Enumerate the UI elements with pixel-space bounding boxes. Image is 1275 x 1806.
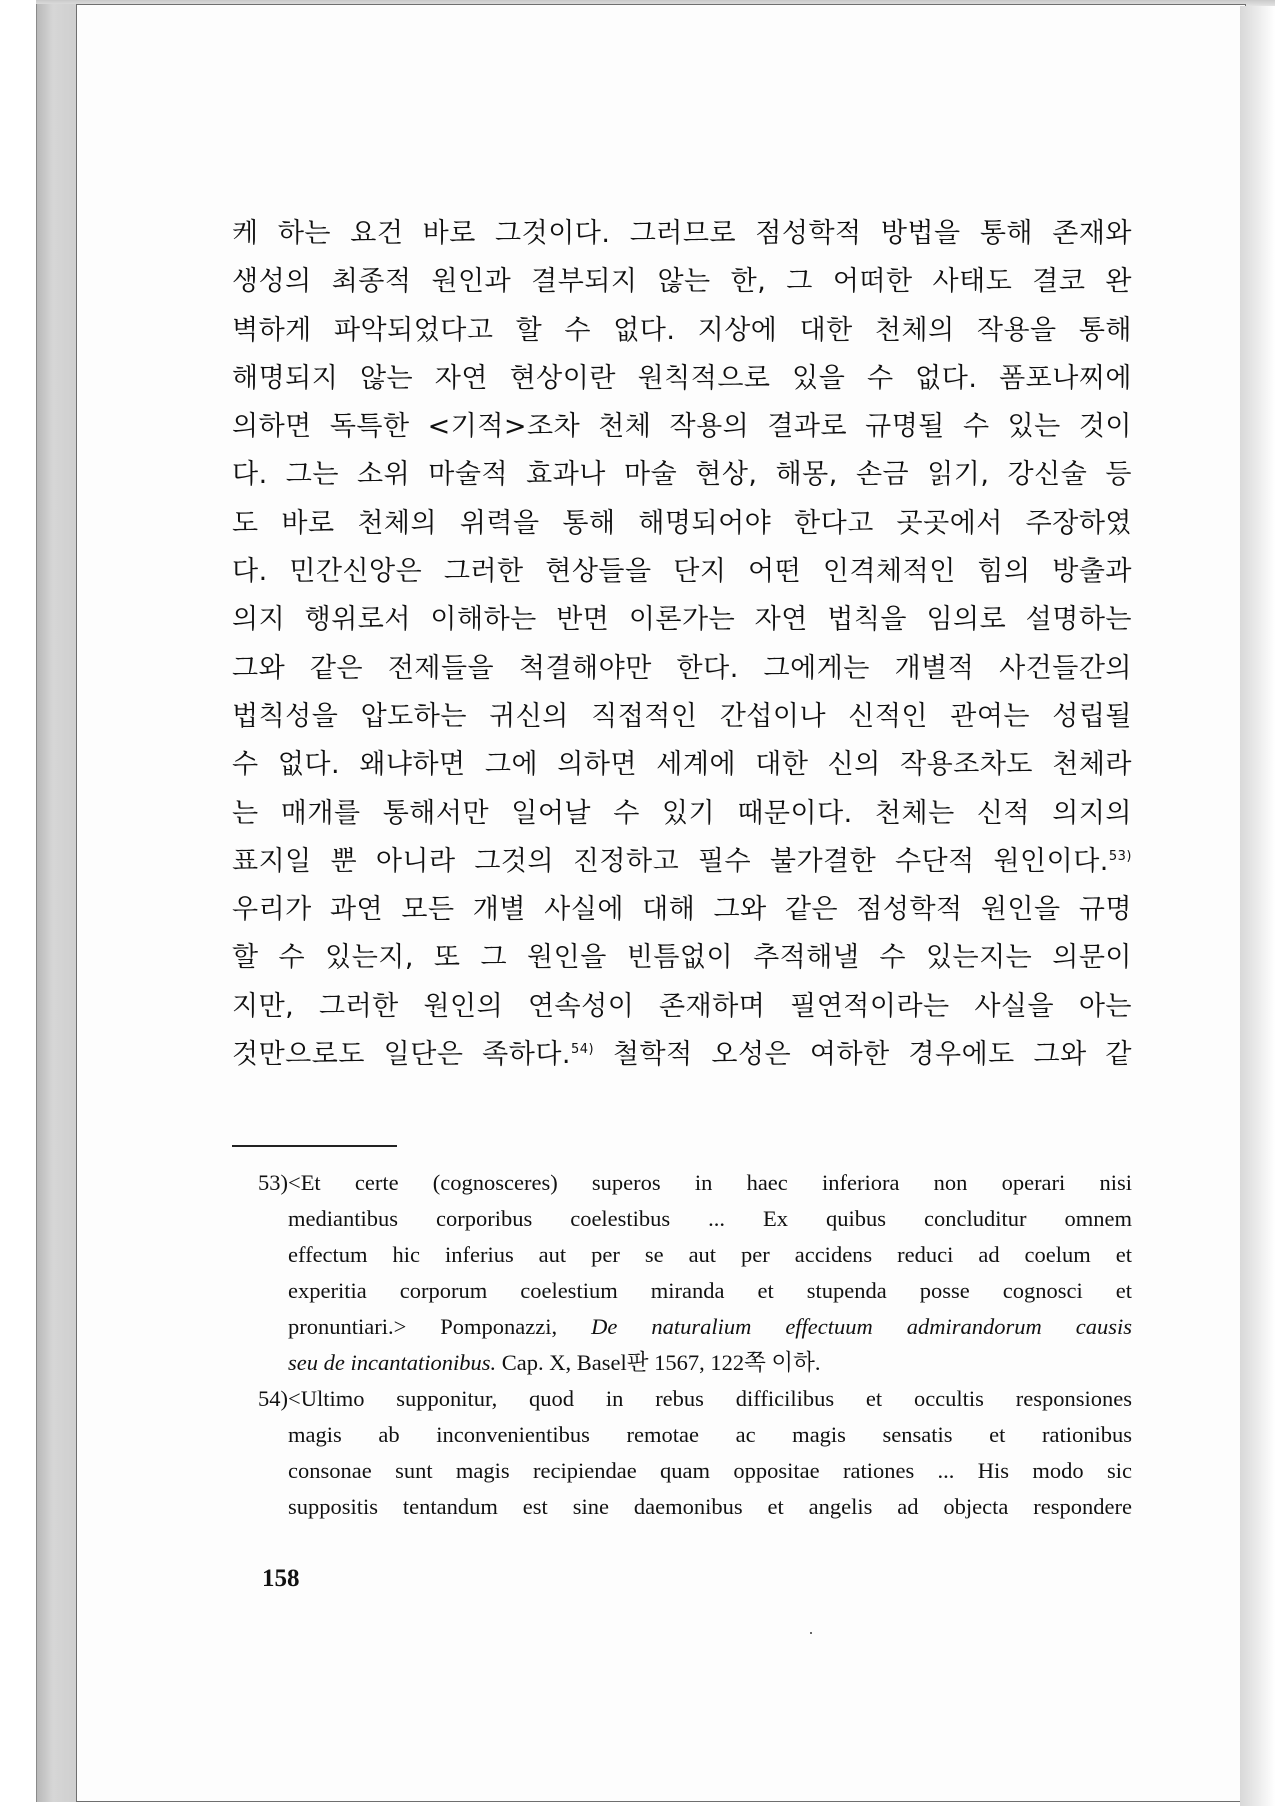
footnote-text: pronuntiari.> Pomponazzi, <box>288 1314 592 1339</box>
body-line: 의하면 독특한 <기적>조차 천체 작용의 결과로 규명될 수 있는 것이 <box>232 411 1132 443</box>
body-line-with-note <box>232 1031 1132 1079</box>
footnote-ref-54: 54) <box>571 1042 595 1058</box>
footnote-line: consonae sunt magis recipiendae quam oppositae rationes ... His modo sic <box>288 1458 1132 1483</box>
footnote-separator <box>232 1145 397 1147</box>
body-line: 의지 행위로서 이해하는 반면 이론가는 자연 법칙을 임의로 설명하는 <box>232 604 1132 636</box>
body-line: 벽하게 파악되었다고 할 수 없다. 지상에 대한 천체의 작용을 통해 <box>232 314 1132 346</box>
body-line: 는 매개를 통해서만 일어날 수 있기 때문이다. 천체는 신적 의지의 <box>232 797 1132 829</box>
scan-speck <box>810 1632 812 1634</box>
footnote-54 <box>258 1381 1132 1525</box>
body-line: 우리가 과연 모든 개별 사실에 대해 그와 같은 점성학적 원인을 규명 <box>232 894 1132 926</box>
footnote-line: experitia corporum coelestium miranda et stupenda posse cognosci et <box>288 1278 1132 1303</box>
body-line: 그와 같은 전제들을 척결해야만 한다. 그에게는 개별적 사건들간의 <box>232 652 1132 684</box>
book-spine <box>36 4 77 1802</box>
footnote-line: <Et certe (cognosceres) superos in haec inferiora non operari nisi <box>288 1170 1132 1195</box>
footnote-number: 54) <box>258 1386 288 1411</box>
footnote-title: seu de incantationibus. <box>288 1350 497 1375</box>
page-number: 158 <box>262 1565 300 1592</box>
footnote-title: De naturalium effectuum admirandorum causis <box>591 1314 1133 1339</box>
body-line: 법칙성을 압도하는 귀신의 직접적인 간섭이나 신적인 관여는 성립될 <box>232 700 1132 732</box>
body-line: 생성의 최종적 원인과 결부되지 않는 한, 그 어떠한 사태도 결코 완 <box>232 266 1132 298</box>
footnote-line: magis ab inconvenientibus remotae ac magis sensatis et rationibus <box>288 1422 1132 1447</box>
body-line: 수 없다. 왜냐하면 그에 의하면 세계에 대한 신의 작용조차도 천체라 <box>232 749 1132 781</box>
footnote-line: suppositis tentandum est sine daemonibus et angelis ad objecta respondere <box>288 1494 1132 1519</box>
body-line: 지만, 그러한 원인의 연속성이 존재하며 필연적이라는 사실을 아는 <box>232 990 1132 1022</box>
footnotes <box>258 1165 1133 1525</box>
footnote-line <box>288 1345 1132 1381</box>
footnote-line <box>288 1309 1132 1345</box>
body-line-text: 철학적 오성은 여하한 경우에도 그와 같 <box>594 1039 1133 1071</box>
body-line-with-note <box>232 838 1132 886</box>
footnote-line: <Ultimo supponitur, quod in rebus difficilibus et occultis responsiones <box>288 1386 1132 1411</box>
footnote-ref-53: 53) <box>1108 848 1132 864</box>
footnote-53 <box>258 1165 1133 1381</box>
body-line-text: 표지일 뿐 아니라 그것의 진정하고 필수 불가결한 수단적 원인이다. <box>232 845 1109 877</box>
body-line: 다. 민간신앙은 그러한 현상들을 단지 어떤 인격체적인 힘의 방출과 <box>232 556 1132 588</box>
page-edge-shadow <box>1240 6 1275 1806</box>
body-line: 할 수 있는지, 또 그 원인을 빈틈없이 추적해낼 수 있는지는 의문이 <box>232 942 1132 974</box>
footnote-line: mediantibus corporibus coelestibus ... Ex quibus concluditur omnem <box>288 1206 1132 1231</box>
footnote-text: Cap. X, Basel판 1567, 122쪽 이하. <box>496 1350 821 1375</box>
body-line: 케 하는 요건 바로 그것이다. 그러므로 점성학적 방법을 통해 존재와 <box>232 218 1132 249</box>
footnote-number: 53) <box>258 1170 288 1195</box>
main-body-text <box>232 210 1132 1079</box>
body-line: 다. 그는 소위 마술적 효과나 마술 현상, 해몽, 손금 읽기, 강신술 등 <box>232 459 1132 491</box>
body-line: 도 바로 천체의 위력을 통해 해명되어야 한다고 곳곳에서 주장하였 <box>232 507 1132 539</box>
body-line: 해명되지 않는 자연 현상이란 원칙적으로 있을 수 없다. 폼포나찌에 <box>232 362 1132 394</box>
footnote-line: effectum hic inferius aut per se aut per accidens reduci ad coelum et <box>288 1242 1132 1267</box>
body-line-text: 것만으로도 일단은 족하다. <box>232 1039 572 1071</box>
